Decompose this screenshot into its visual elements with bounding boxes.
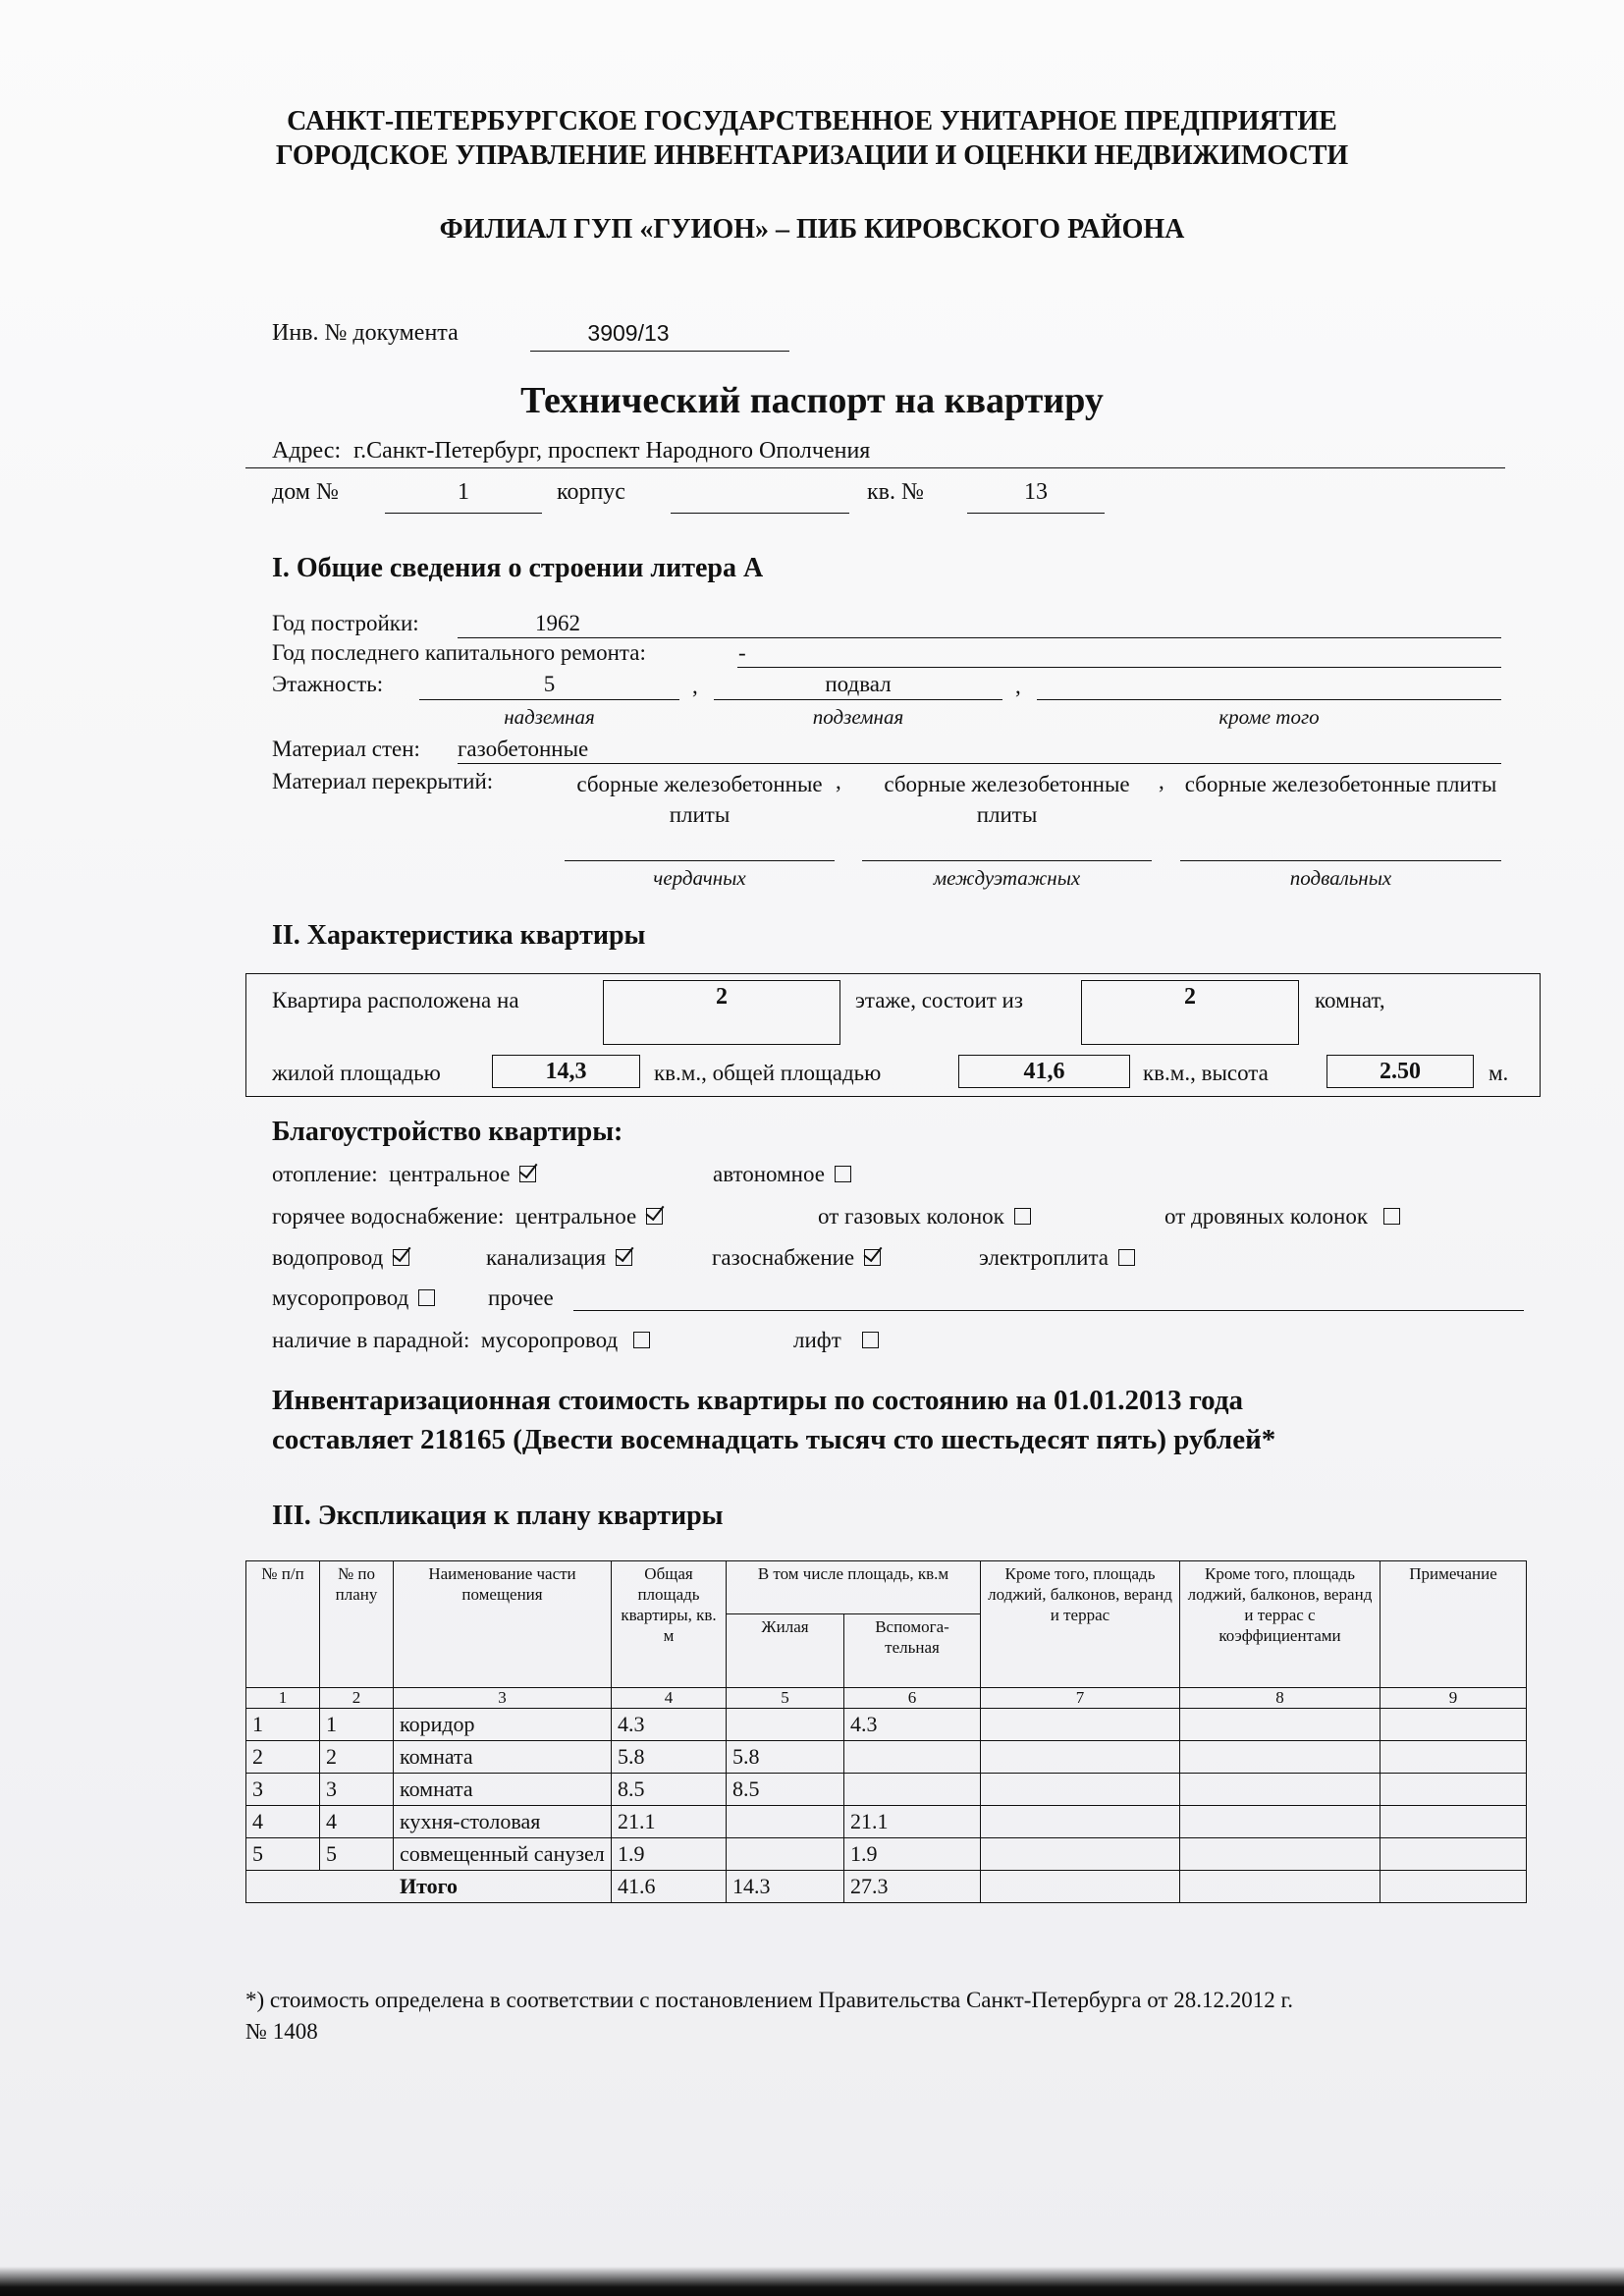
total-area-value-box: 41,6 — [958, 1055, 1130, 1088]
total-total: 41.6 — [612, 1871, 727, 1903]
sewer-label: канализация — [486, 1245, 607, 1270]
heating-central-checkbox[interactable] — [519, 1166, 536, 1182]
heating-auto-label: автономное — [713, 1162, 825, 1186]
cell-plan-num: 4 — [320, 1806, 394, 1838]
amenity-entrance — [272, 1328, 650, 1353]
lift-label: лифт — [793, 1328, 841, 1352]
cell-balcony-coef — [1180, 1871, 1380, 1903]
cell-aux — [844, 1741, 981, 1774]
electric-stove-label: электроплита — [979, 1245, 1109, 1270]
amenity-gas — [712, 1245, 881, 1271]
walls-label: Материал стен: — [272, 737, 420, 761]
inv-underline — [530, 351, 789, 352]
hotwater-label: горячее водоснабжение: — [272, 1204, 505, 1229]
inv-value: 3909/13 — [587, 320, 670, 346]
garbage-label: мусоропровод — [272, 1285, 409, 1310]
cell-balcony-coef — [1180, 1806, 1380, 1838]
table-col-numbers-row — [246, 1688, 1527, 1709]
garbage-checkbox[interactable] — [418, 1289, 435, 1306]
house-label: дом № — [272, 479, 339, 505]
comma-3: , — [836, 769, 841, 793]
table-total-row — [246, 1871, 1527, 1903]
explication-table — [245, 1560, 1527, 1903]
water-checkbox[interactable] — [393, 1249, 409, 1266]
cell-balcony-coef — [1180, 1741, 1380, 1774]
cell-living — [727, 1709, 844, 1741]
ceiling-attic-value: сборные железобетонные плиты — [576, 772, 823, 827]
height-unit: м. — [1489, 1061, 1509, 1085]
hint-below-ground: подземная — [812, 705, 904, 729]
kv-label: кв. № — [867, 479, 924, 505]
col-number: 2 — [320, 1688, 394, 1709]
other-underline — [573, 1310, 1524, 1311]
cell-plan-num: 2 — [320, 1741, 394, 1774]
heating-auto-checkbox[interactable] — [835, 1166, 851, 1182]
height-value-box: 2.50 — [1326, 1055, 1474, 1088]
total-area-label: кв.м., общей площадью — [654, 1061, 882, 1085]
col-number: 1 — [246, 1688, 320, 1709]
cell-name: коридор — [394, 1709, 612, 1741]
inv-label: Инв. № документа — [272, 320, 459, 346]
footnote-line2: № 1408 — [245, 2019, 318, 2044]
entrance-garbage-checkbox[interactable] — [633, 1332, 650, 1348]
total-label: Итого — [246, 1871, 612, 1903]
cell-note — [1380, 1838, 1527, 1871]
entrance-label: наличие в парадной: — [272, 1328, 470, 1352]
hotwater-wood-label: от дровяных колонок — [1164, 1204, 1369, 1229]
th-note: Примечание — [1380, 1561, 1527, 1688]
amenity-electric-stove — [979, 1245, 1135, 1271]
cell-balcony — [981, 1709, 1180, 1741]
walls-underline — [458, 763, 1501, 764]
hotwater-gas-checkbox[interactable] — [1014, 1208, 1031, 1225]
org-name-line2: ГОРОДСКОЕ УПРАВЛЕНИЕ ИНВЕНТАРИЗАЦИИ И ОЦЕНКИ НЕДВИЖИМОСТИ — [275, 140, 1349, 171]
comma-4: , — [1159, 769, 1164, 793]
kv-underline — [967, 513, 1105, 514]
ceiling-attic-underline — [565, 860, 835, 861]
section2-title: II. Характеристика квартиры — [272, 920, 646, 951]
amenity-hotwater-gas — [818, 1204, 1031, 1230]
repair-value: - — [738, 640, 746, 665]
cell-living — [727, 1806, 844, 1838]
floors-below-value: подвал — [825, 672, 892, 696]
amenity-water — [272, 1245, 409, 1271]
section3-title: III. Экспликация к плану квартиры — [272, 1501, 724, 1531]
table-row — [246, 1741, 1527, 1774]
cell-name: совмещенный санузел — [394, 1838, 612, 1871]
th-incl: В том числе площадь, кв.м — [727, 1561, 981, 1614]
cell-note — [1380, 1806, 1527, 1838]
hint-extra: кроме того — [1218, 705, 1320, 729]
living-area-value-box: 14,3 — [492, 1055, 640, 1088]
cell-total: 21.1 — [612, 1806, 727, 1838]
col-number: 5 — [727, 1688, 844, 1709]
repair-underline — [737, 667, 1501, 668]
ceiling-basement-underline — [1180, 860, 1501, 861]
heating-central-label: центральное — [389, 1162, 511, 1186]
gas-label: газоснабжение — [712, 1245, 855, 1270]
house-value: 1 — [458, 479, 469, 505]
amenity-heating-auto — [713, 1162, 851, 1187]
cell-num: 2 — [246, 1741, 320, 1774]
cell-balcony-coef — [1180, 1838, 1380, 1871]
hint-attic: чердачных — [653, 866, 746, 890]
amenity-row-hotwater — [272, 1204, 663, 1230]
cell-aux: 4.3 — [844, 1709, 981, 1741]
cell-num: 1 — [246, 1709, 320, 1741]
living-area-label: жилой площадью — [272, 1061, 441, 1085]
total-living: 14.3 — [727, 1871, 844, 1903]
valuation-line1: Инвентаризационная стоимость квартиры по состоянию на 01.01.2013 года — [272, 1385, 1244, 1416]
lift-checkbox[interactable] — [862, 1332, 879, 1348]
rooms-value-box: 2 — [1081, 980, 1299, 1045]
floor-value-box: 2 — [603, 980, 840, 1045]
th-balcony-coef: Кроме того, площадь лоджий, балконов, веранд и террас с коэффициентами — [1180, 1561, 1380, 1688]
scan-dark-edge — [0, 2267, 1624, 2296]
floors-below-underline — [714, 699, 1002, 700]
other-label: прочее — [488, 1285, 554, 1310]
cell-name: комната — [394, 1741, 612, 1774]
cell-note — [1380, 1709, 1527, 1741]
th-aux: Вспомога-тельная — [844, 1614, 981, 1688]
floors-label: Этажность: — [272, 672, 384, 696]
valuation-line2: составляет 218165 (Двести восемнадцать тысяч сто шестьдесят пять) рублей* — [272, 1424, 1276, 1455]
cell-balcony-coef — [1180, 1774, 1380, 1806]
th-living: Жилая — [727, 1614, 844, 1688]
hotwater-central-checkbox[interactable] — [646, 1208, 663, 1225]
ceiling-floor-underline — [862, 860, 1152, 861]
cell-plan-num: 1 — [320, 1709, 394, 1741]
col-number: 8 — [1180, 1688, 1380, 1709]
height-label: кв.м., высота — [1143, 1061, 1269, 1085]
branch-name: ФИЛИАЛ ГУП «ГУИОН» – ПИБ КИРОВСКОГО РАЙОНА — [439, 214, 1185, 245]
cell-plan-num: 5 — [320, 1838, 394, 1871]
footnote-line1: *) стоимость определена в соответствии с постановлением Правительства Санкт-Петербурга от 28.12.2012 г. — [245, 1988, 1294, 2012]
cell-num: 4 — [246, 1806, 320, 1838]
repair-label: Год последнего капитального ремонта: — [272, 640, 646, 665]
electric-stove-checkbox[interactable] — [1118, 1249, 1135, 1266]
heating-label: отопление: — [272, 1162, 378, 1186]
cell-name: комната — [394, 1774, 612, 1806]
hotwater-gas-label: от газовых колонок — [818, 1204, 1004, 1229]
comma-1: , — [692, 674, 698, 698]
address-value: г.Санкт-Петербург, проспект Народного Ополчения — [353, 438, 871, 464]
cell-note — [1380, 1741, 1527, 1774]
th-num: № п/п — [246, 1561, 320, 1688]
ceiling-basement-value: сборные железобетонные плиты — [1184, 772, 1497, 796]
col-number: 4 — [612, 1688, 727, 1709]
cell-balcony-coef — [1180, 1709, 1380, 1741]
floors-above-underline — [419, 699, 679, 700]
floors-extra-underline — [1037, 699, 1501, 700]
cell-name: кухня-столовая — [394, 1806, 612, 1838]
cell-plan-num: 3 — [320, 1774, 394, 1806]
th-name: Наименование части помещения — [394, 1561, 612, 1688]
th-balcony: Кроме того, площадь лоджий, балконов, веранд и террас — [981, 1561, 1180, 1688]
walls-value: газобетонные — [458, 737, 589, 761]
ceilings-label: Материал перекрытий: — [272, 769, 494, 793]
th-total: Общая площадь квартиры, кв. м — [612, 1561, 727, 1688]
comma-2: , — [1015, 674, 1021, 698]
amenity-lift — [793, 1328, 879, 1353]
amenity-garbage — [272, 1285, 435, 1311]
address-underline — [245, 467, 1505, 468]
cell-balcony — [981, 1871, 1180, 1903]
cell-balcony — [981, 1838, 1180, 1871]
amenity-row-heating — [272, 1162, 536, 1187]
floor-suffix-label: этаже, состоит из — [855, 988, 1023, 1012]
cell-balcony — [981, 1741, 1180, 1774]
col-number: 6 — [844, 1688, 981, 1709]
water-label: водопровод — [272, 1245, 384, 1270]
cell-living: 8.5 — [727, 1774, 844, 1806]
table-row — [246, 1774, 1527, 1806]
sewer-checkbox[interactable] — [616, 1249, 632, 1266]
cell-balcony — [981, 1806, 1180, 1838]
cell-num: 3 — [246, 1774, 320, 1806]
cell-total: 4.3 — [612, 1709, 727, 1741]
ceiling-floor-value: сборные железобетонные плиты — [884, 772, 1130, 827]
floors-above-value: 5 — [543, 672, 556, 696]
section1-title: I. Общие сведения о строении литера А — [272, 553, 764, 583]
cell-living: 5.8 — [727, 1741, 844, 1774]
rooms-suffix-label: комнат, — [1315, 988, 1385, 1012]
year-built-underline — [458, 637, 1501, 638]
entrance-garbage-label: мусоропровод — [480, 1328, 619, 1352]
amenities-title: Благоустройство квартиры: — [272, 1117, 623, 1147]
cell-living — [727, 1838, 844, 1871]
total-aux: 27.3 — [844, 1871, 981, 1903]
table-row — [246, 1806, 1527, 1838]
hint-above-ground: надземная — [504, 705, 595, 729]
cell-aux: 1.9 — [844, 1838, 981, 1871]
year-built-label: Год постройки: — [272, 611, 419, 635]
table-row — [246, 1709, 1527, 1741]
cell-note — [1380, 1774, 1527, 1806]
korpus-label: корпус — [557, 479, 625, 505]
hotwater-wood-checkbox[interactable] — [1383, 1208, 1400, 1225]
cell-note — [1380, 1871, 1527, 1903]
th-plan-num: № по плану — [320, 1561, 394, 1688]
address-label: Адрес: — [272, 438, 342, 464]
amenity-sewer — [486, 1245, 632, 1271]
hint-basement: подвальных — [1289, 866, 1392, 890]
col-number: 3 — [394, 1688, 612, 1709]
cell-total: 1.9 — [612, 1838, 727, 1871]
table-header-row — [246, 1561, 1527, 1614]
korpus-underline — [671, 513, 849, 514]
located-on-label: Квартира расположена на — [272, 988, 519, 1012]
cell-balcony — [981, 1774, 1180, 1806]
amenity-hotwater-wood — [1164, 1204, 1400, 1230]
gas-checkbox[interactable] — [864, 1249, 881, 1266]
document-title: Технический паспорт на квартиру — [520, 380, 1104, 421]
col-number: 7 — [981, 1688, 1180, 1709]
table-row — [246, 1838, 1527, 1871]
house-underline — [385, 513, 542, 514]
cell-aux — [844, 1774, 981, 1806]
cell-aux: 21.1 — [844, 1806, 981, 1838]
cell-num: 5 — [246, 1838, 320, 1871]
kv-value: 13 — [1024, 479, 1048, 505]
cell-total: 5.8 — [612, 1741, 727, 1774]
hotwater-central-label: центральное — [514, 1204, 637, 1229]
hint-floor: междуэтажных — [933, 866, 1081, 890]
col-number: 9 — [1380, 1688, 1527, 1709]
cell-total: 8.5 — [612, 1774, 727, 1806]
org-name-line1: САНКТ-ПЕТЕРБУРГСКОЕ ГОСУДАРСТВЕННОЕ УНИТАРНОЕ ПРЕДПРИЯТИЕ — [287, 106, 1337, 137]
year-built-value: 1962 — [535, 611, 580, 635]
